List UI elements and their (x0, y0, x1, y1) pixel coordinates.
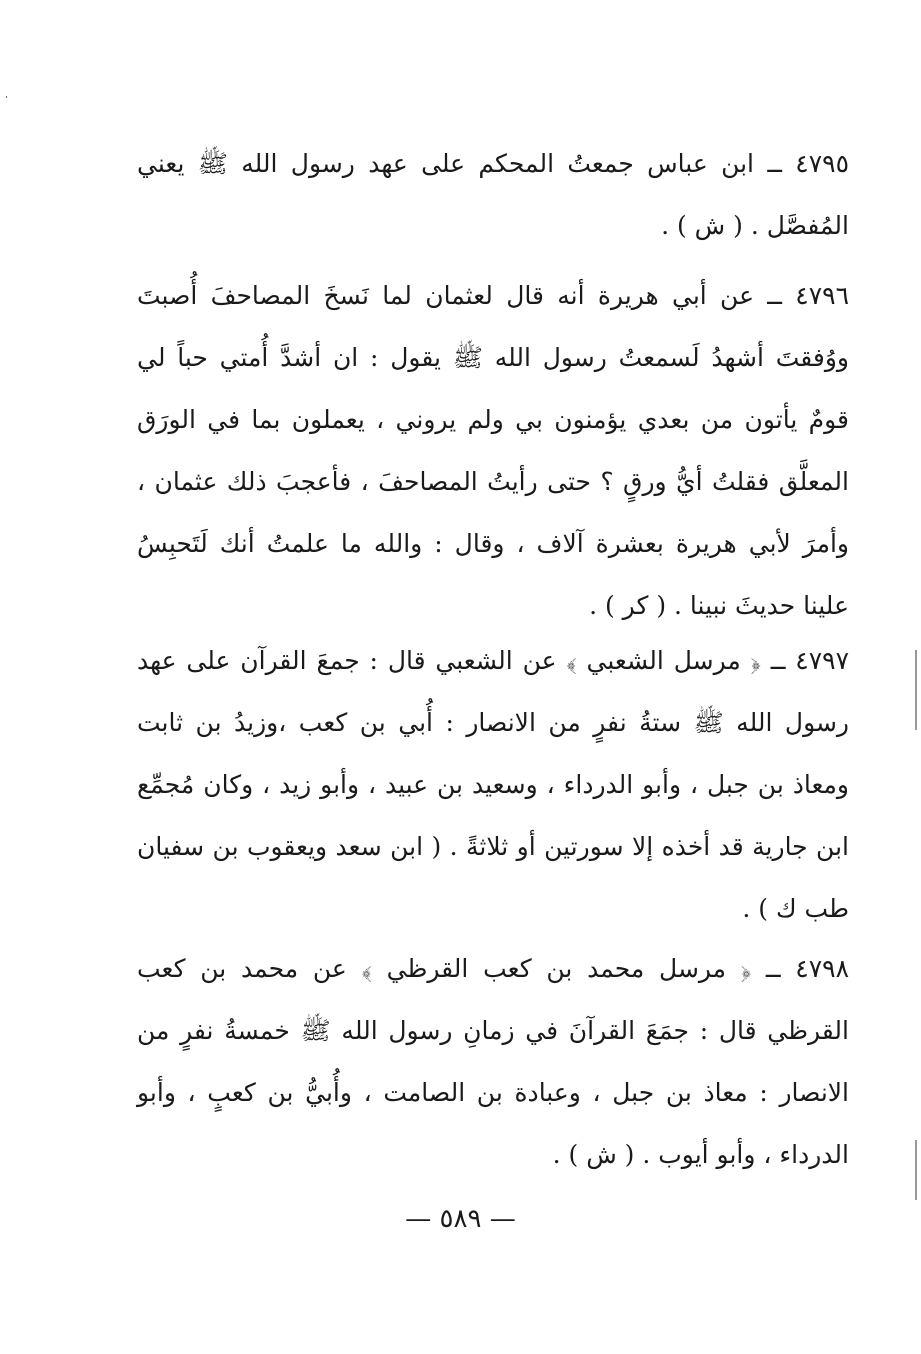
hadith-entry-4798 (137, 938, 849, 1186)
hadith-entry-4795 (137, 133, 849, 257)
scan-edge-mark (915, 650, 917, 730)
hadith-entry-4797 (137, 630, 849, 940)
entry-text: ٤٧٩٨ ــ ﴿ مرسل محمد بن كعب القرظي ﴾ عن محمد بن كعب القرظي قال : جمَعَ القرآنَ في زمانِ رسول الله ﷺ خمسةُ نفرٍ من الانصار : معاذ بن جبل ، وعبادة بن الصامت ، وأُبيُّ بن كعبٍ ، وأبو الدرداء ، وأبو أيوب . ( ش ) . (137, 954, 849, 1169)
scan-edge-mark (915, 1140, 917, 1200)
entry-text: ٤٧٩٧ ــ ﴿ مرسل الشعبي ﴾ عن الشعبي قال : جمعَ القرآن على عهد رسول الله ﷺ ستةُ نفرٍ من الانصار : أُبي بن كعب ،وزيدُ بن ثابت ومعاذ بن جبل ، وأبو الدرداء ، وسعيد بن عبيد ، وأبو زيد ، وكان مُجمِّع ابن جارية قد أخذه إلا سورتين أو ثلاثةً . ( ابن سعد ويعقوب بن سفيان طب ك ) . (137, 646, 849, 923)
entry-text: ٤٧٩٦ ــ عن أبي هريرة أنه قال لعثمان لما نَسخَ المصاحفَ أُصبتَ ووُفقتَ أشهدُ لَسمعتُ رسول الله ﷺ يقول : ان أشدَّ أُمتي حباً لي قومٌ يأتون من بعدي يؤمنون بي ولم يروني ، يعملون بما في الورَق المعلَّق فقلتُ أيُّ ورقٍ ؟ حتى رأيتُ المصاحفَ ، فأعجبَ ذلك عثمان ، وأمرَ لأبي هريرة بعشرة آلاف ، وقال : والله ما علمتُ أنك لَتَحبِسُ علينا حديثَ نبينا . ( كر ) . (137, 281, 849, 620)
hadith-entry-4796 (137, 265, 849, 637)
page-number: — ٥٨٩ — (405, 1204, 516, 1234)
entry-text: ٤٧٩٥ ــ ابن عباس جمعتُ المحكم على عهد رسول الله ﷺ يعني المُفصَّل . ( ش ) . (137, 149, 849, 240)
scan-mark (6, 96, 7, 98)
